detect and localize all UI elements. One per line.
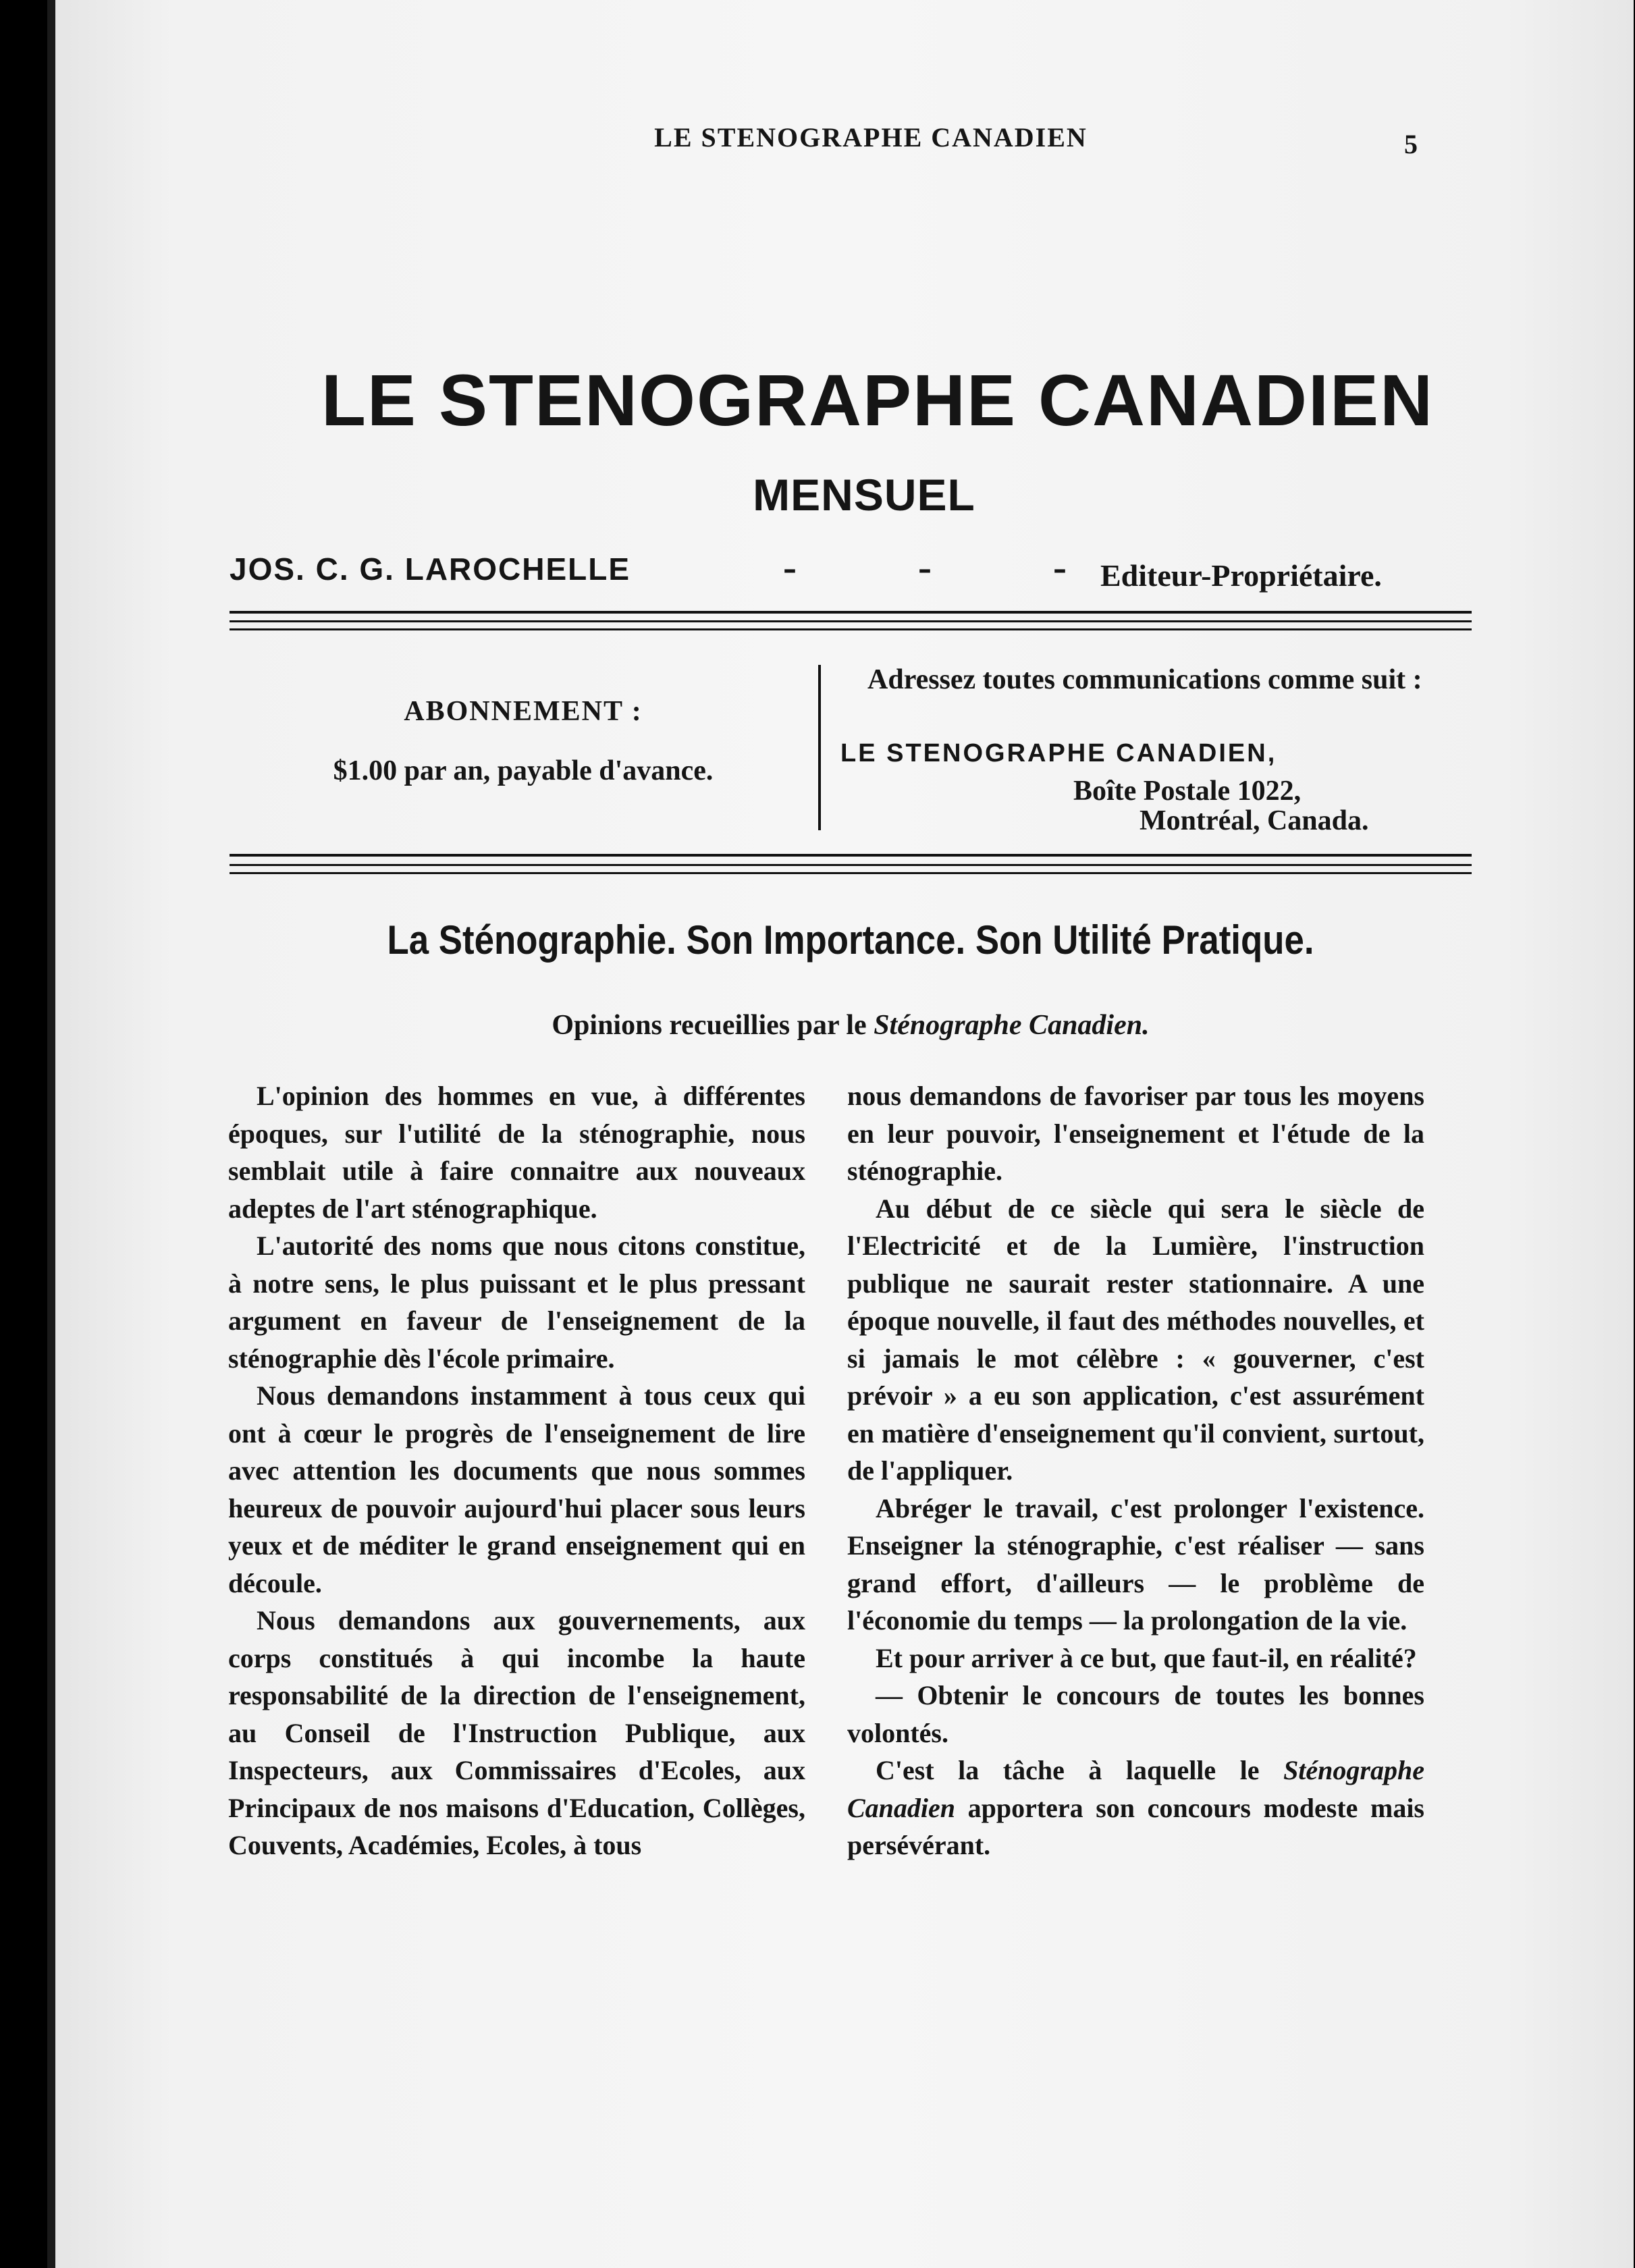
article-title: La Sténographie. Son Importance. Son Utilité Pratique.	[387, 917, 1314, 963]
address-city: Montréal, Canada.	[1140, 805, 1369, 836]
paragraph: — Obtenir le concours de toutes les bonnes volontés.	[847, 1680, 1424, 1748]
address-name: LE STENOGRAPHE CANADIEN,	[840, 739, 1277, 767]
rule	[230, 620, 1472, 622]
byline-prefix: Opinions recueillies par le	[552, 1010, 874, 1041]
subscription-title: ABONNEMENT :	[404, 696, 643, 727]
running-head: LE STENOGRAPHE CANADIEN	[654, 122, 1088, 153]
rule	[230, 854, 1472, 857]
subscription-price: $1.00 par an, payable d'avance.	[333, 755, 714, 786]
closing-publication: Sténographe Canadien	[847, 1755, 1424, 1823]
paragraph: Nous demandons instamment à tous ceux qui ont à cœur le progrès de l'enseignement de lire avec attention les documents que nous sommes heureux de pouvoir aujourd'hui placer sous leurs yeux et de méditer le grand enseignement qui en découle.	[228, 1380, 805, 1598]
rule	[230, 872, 1472, 874]
closing-suffix: apportera son concours modeste mais persévérant.	[847, 1792, 1424, 1860]
article-column-right	[847, 1077, 1424, 1864]
paragraph: Nous demandons aux gouvernements, aux corps constitués à qui incombe la haute responsabilité de la direction de l'enseignement, au Conseil de l'Instruction Publique, aux Inspecteurs, aux Commissaires d'Ecoles, aux Principaux de nos maisons d'Education, Collèges, Couvents, Académies, Ecoles, à tous	[228, 1605, 805, 1860]
separator-dots	[783, 544, 1067, 591]
address-intro: Adressez toutes communications comme suit :	[867, 664, 1422, 695]
separator-dot: -	[918, 545, 932, 589]
paragraph: L'autorité des noms que nous citons constitue, à notre sens, le plus puissant et le plus pressant argument en faveur de l'enseignement de la sténographie dès l'école primaire.	[228, 1231, 805, 1374]
column-divider	[818, 665, 821, 830]
paragraph: Abréger le travail, c'est prolonger l'existence. Enseigner la sténographie, c'est réaliser — sans grand effort, d'ailleurs — le problème de l'économie du temps — la prolongation de la vie.	[847, 1492, 1424, 1636]
paragraph-closing	[847, 1752, 1424, 1864]
page-number: 5	[1404, 129, 1418, 159]
rule	[230, 611, 1472, 614]
editor-role: Editeur-Propriétaire.	[1100, 558, 1382, 593]
page	[47, 0, 1634, 2268]
editor-name: JOS. C. G. LAROCHELLE	[230, 551, 631, 587]
byline-publication: Sténographe Canadien.	[874, 1010, 1150, 1041]
paragraph: L'opinion des hommes en vue, à différentes époques, sur l'utilité de la sténographie, nous semblait utile à faire connaitre aux nouveaux adeptes de l'art sténographique.	[228, 1081, 805, 1224]
closing-prefix: C'est la tâche à laquelle le	[876, 1755, 1284, 1785]
separator-dot: -	[783, 545, 797, 589]
article-byline	[230, 1009, 1472, 1042]
paragraph: Au début de ce siècle qui sera le siècle de l'Electricité et de la Lumière, l'instruction publique ne saurait rester stationnaire. A une époque nouvelle, il faut des méthodes nouvelles, et si jamais le mot célèbre : « gouverner, c'est prévoir » a eu son application, c'est assurément en matière d'enseignement qu'il convient, surtout, de l'appliquer.	[847, 1193, 1424, 1486]
masthead-title: LE STENOGRAPHE CANADIEN	[321, 359, 1435, 441]
address-box: Boîte Postale 1022,	[1073, 776, 1302, 807]
paragraph-continuation: nous demandons de favoriser par tous les moyens en leur pouvoir, l'enseignement et l'étude de la sténographie.	[847, 1081, 1424, 1186]
rule	[230, 628, 1472, 630]
paragraph: Et pour arriver à ce but, que faut-il, en réalité?	[876, 1642, 1417, 1673]
rule	[230, 864, 1472, 866]
binding-edge	[47, 0, 55, 2268]
article-column-left	[228, 1077, 805, 1864]
masthead-subtitle: MENSUEL	[753, 470, 975, 520]
separator-dot: -	[1053, 545, 1067, 589]
